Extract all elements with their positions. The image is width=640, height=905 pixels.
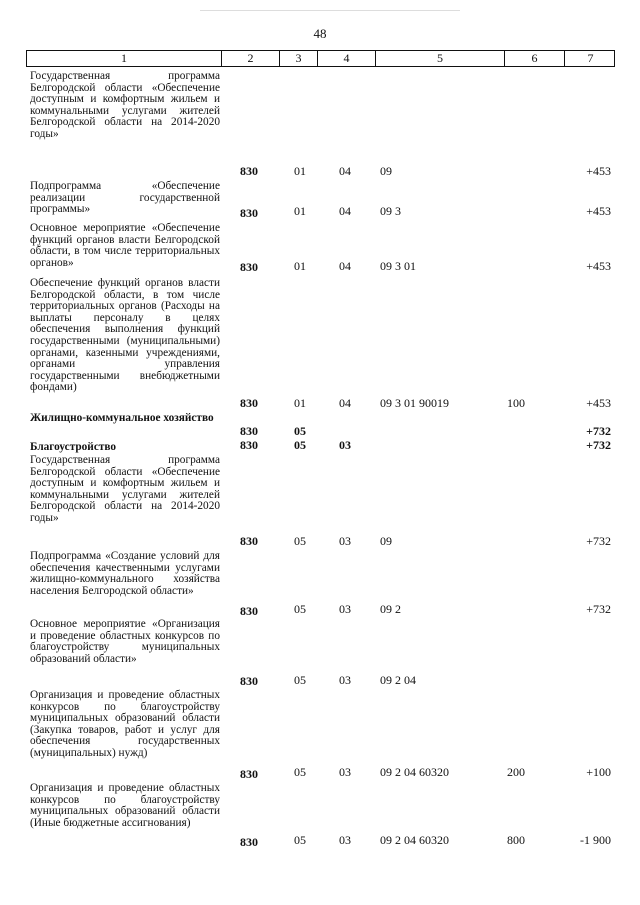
row-target-article: 09 3 01 90019 — [380, 396, 449, 410]
row-target-article: 09 2 04 60320 — [380, 765, 449, 779]
row-section-code: 01 — [294, 396, 306, 410]
row-description: Обеспечение функций органов власти Белгородской области, в том числе территориальных органов (Расходы на выплаты персоналу в целях обеспечения выполнения функций государственными (муниципальными) органами, казенными учреждениями, органами управления государственными внебюджетными фондами) — [30, 277, 220, 394]
top-rule — [200, 10, 460, 11]
row-subsection-code: 03 — [339, 673, 351, 687]
header-col-7: 7 — [564, 51, 616, 66]
row-expense-type: 800 — [507, 833, 525, 847]
row-ministry-code: 830 — [240, 534, 258, 548]
row-target-article: 09 2 04 60320 — [380, 833, 449, 847]
row-description: Подпрограмма «Создание условий для обеспечения качественными услугами жилищно-коммунального хозяйства населения Белгородской области» — [30, 550, 220, 597]
row-expense-type: 100 — [507, 396, 525, 410]
row-ministry-code: 830 — [240, 438, 258, 452]
row-description: Организация и проведение областных конкурсов по благоустройству муниципальных образований области (Иные бюджетные ассигнования) — [30, 782, 220, 829]
row-subsection-code: 04 — [339, 396, 351, 410]
row-expense-type: 200 — [507, 765, 525, 779]
row-amount: +100 — [586, 765, 611, 779]
row-amount: +732 — [586, 534, 611, 548]
row-target-article: 09 — [380, 164, 392, 178]
row-ministry-code: 830 — [240, 396, 258, 410]
row-section-code: 05 — [294, 424, 306, 438]
row-target-article: 09 2 04 — [380, 673, 416, 687]
row-target-article: 09 3 01 — [380, 259, 416, 273]
row-subsection-code: 04 — [339, 259, 351, 273]
header-col-1: 1 — [121, 51, 127, 65]
row-description: Государственная программа Белгородской области «Обеспечение доступным и комфортным жильем и коммунальными услугами жителей Белгородской области на 2014-2020 годы» — [30, 454, 220, 524]
budget-table — [26, 50, 615, 849]
row-subsection-code: 04 — [339, 204, 351, 218]
page-number: 48 — [313, 26, 327, 41]
table-header-row — [26, 50, 615, 67]
row-subsection-code: 04 — [339, 164, 351, 178]
row-ministry-code: 830 — [240, 604, 258, 618]
row-subsection-code: 03 — [339, 438, 351, 452]
header-col-3: 3 — [279, 51, 317, 66]
row-ministry-code: 830 — [240, 767, 258, 781]
row-target-article: 09 2 — [380, 602, 401, 616]
row-amount: +732 — [586, 602, 611, 616]
row-ministry-code: 830 — [240, 424, 258, 438]
row-ministry-code: 830 — [240, 835, 258, 849]
row-amount: -1 900 — [580, 833, 611, 847]
row-section-code: 05 — [294, 534, 306, 548]
row-section-code: 05 — [294, 673, 306, 687]
row-section-code: 05 — [294, 438, 306, 452]
row-target-article: 09 3 — [380, 204, 401, 218]
row-subsection-code: 03 — [339, 833, 351, 847]
row-amount: +453 — [586, 164, 611, 178]
header-col-2: 2 — [221, 51, 279, 66]
row-description: Государственная программа Белгородской области «Обеспечение доступным и комфортным жильем и коммунальными услугами жителей Белгородской области на 2014-2020 годы» — [30, 70, 220, 140]
row-section-code: 05 — [294, 833, 306, 847]
row-subsection-code: 03 — [339, 765, 351, 779]
row-ministry-code: 830 — [240, 164, 258, 178]
row-section-code: 05 — [294, 765, 306, 779]
row-description: Основное мероприятие «Организация и проведение областных конкурсов по благоустройству муниципальных образований области» — [30, 618, 220, 665]
row-subsection-code: 03 — [339, 602, 351, 616]
row-description: Основное мероприятие «Обеспечение функций органов власти Белгородской области, в том числе территориальных органов» — [30, 222, 220, 269]
row-ministry-code: 830 — [240, 260, 258, 274]
row-description: Благоустройство — [30, 441, 117, 453]
row-amount: +453 — [586, 396, 611, 410]
row-section-code: 01 — [294, 204, 306, 218]
header-col-4: 4 — [317, 51, 375, 66]
row-description: Жилищно-коммунальное хозяйство — [30, 412, 214, 424]
row-ministry-code: 830 — [240, 674, 258, 688]
row-subsection-code: 03 — [339, 534, 351, 548]
row-target-article: 09 — [380, 534, 392, 548]
header-col-5: 5 — [375, 51, 504, 66]
row-section-code: 05 — [294, 602, 306, 616]
row-ministry-code: 830 — [240, 206, 258, 220]
row-amount: +453 — [586, 204, 611, 218]
row-section-code: 01 — [294, 164, 306, 178]
row-amount: +453 — [586, 259, 611, 273]
row-amount: +732 — [586, 438, 611, 452]
row-description: Организация и проведение областных конкурсов по благоустройству муниципальных образований области (Закупка товаров, работ и услуг для обеспечения государственных (муниципальных) нужд) — [30, 689, 220, 759]
header-col-6: 6 — [504, 51, 564, 66]
row-section-code: 01 — [294, 259, 306, 273]
row-amount: +732 — [586, 424, 611, 438]
row-description: Подпрограмма «Обеспечение реализации государственной программы» — [30, 180, 220, 216]
